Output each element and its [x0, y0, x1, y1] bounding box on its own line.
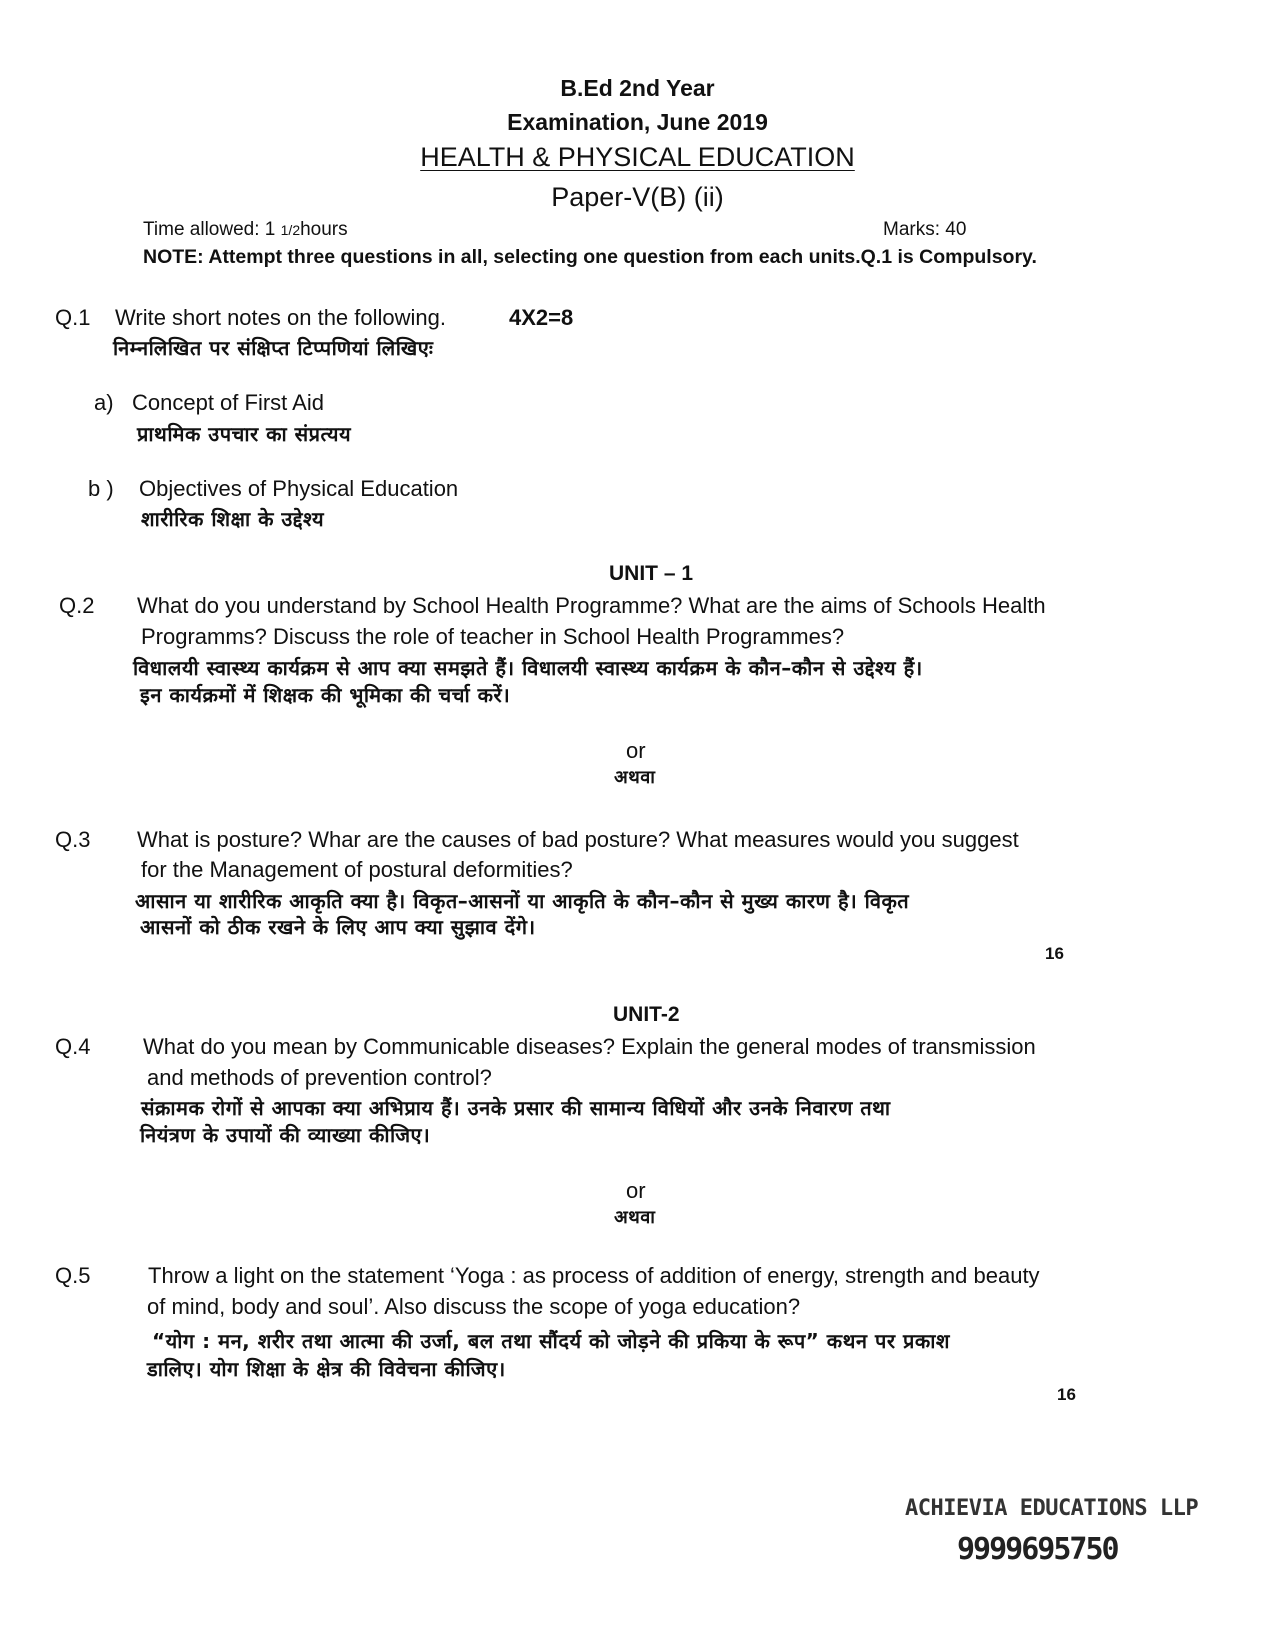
- max-marks: Marks: 40: [883, 219, 967, 240]
- q4-hindi-line1: संक्रामक रोगों से आपका क्या अभिप्राय हैं। उनके प्रसार की सामान्य विधियों और उनके निवारण तथा: [141, 1096, 891, 1120]
- q2-line2: Programms? Discuss the role of teacher in School Health Programmes?: [141, 624, 845, 649]
- q4-hindi-line2: नियंत्रण के उपायों की व्याख्या कीजिए।: [140, 1123, 431, 1147]
- q2-hindi-line1: विधालयी स्वास्थ्य कार्यक्रम से आप क्या समझते हैं। विधालयी स्वास्थ्य कार्यक्रम के कौन–कौन से उद्देश्य हैं।: [133, 656, 923, 680]
- q2-number: Q.2: [59, 593, 95, 618]
- subject-text: HEALTH & PHYSICAL EDUCATION: [420, 142, 855, 172]
- q5-number: Q.5: [55, 1263, 91, 1288]
- q3-line1: What is posture? Whar are the causes of bad posture? What measures would you suggest: [137, 827, 1019, 852]
- unit2-marks: 16: [1057, 1385, 1076, 1404]
- exam-title: Examination, June 2019: [507, 109, 768, 135]
- q1b-label: b ): [88, 476, 114, 501]
- unit1-title: UNIT – 1: [609, 562, 694, 585]
- q1-number: Q.1: [55, 305, 91, 330]
- time-allowed: [143, 219, 348, 241]
- q3-number: Q.3: [55, 827, 91, 852]
- q5-hindi-line1: “योग : मन, शरीर तथा आत्मा की उर्जा, बल तथा सौंदर्य को जोड़ने की प्रकिया के रूप” कथन पर प्रकाश: [152, 1329, 951, 1353]
- q1-hindi: निम्नलिखित पर संक्षिप्त टिप्पणियां लिखिएः: [113, 336, 434, 360]
- unit1-or: or: [626, 738, 646, 763]
- q1a-label: a): [94, 390, 114, 415]
- unit2-or-hindi: अथवा: [614, 1207, 656, 1228]
- q3-hindi-line2: आसनों को ठीक रखने के लिए आप क्या सुझाव देंगे।: [140, 915, 536, 939]
- unit2-title: UNIT-2: [613, 1003, 680, 1026]
- q1b-text: Objectives of Physical Education: [139, 476, 459, 501]
- unit1-or-hindi: अथवा: [614, 767, 656, 788]
- q4-line1: What do you mean by Communicable diseases? Explain the general modes of transmission: [143, 1034, 1036, 1059]
- q3-hindi-line1: आसान या शारीरिक आकृति क्या है। विकृत–आसनों या आकृति के कौन–कौन से मुख्य कारण है। विकृत: [135, 889, 910, 913]
- course-title: B.Ed 2nd Year: [560, 75, 715, 101]
- paper-title: Paper-V(B) (ii): [551, 182, 724, 212]
- footer-phone: 9999695750: [957, 1532, 1118, 1567]
- q1-text: Write short notes on the following.: [115, 305, 446, 330]
- unit1-marks: 16: [1045, 944, 1064, 963]
- q4-number: Q.4: [55, 1034, 91, 1059]
- footer-company: ACHIEVIA EDUCATIONS LLP: [905, 1496, 1199, 1521]
- q1a-hindi: प्राथमिक उपचार का संप्रत्यय: [137, 422, 352, 446]
- q2-hindi-line2: इन कार्यक्रमों में शिक्षक की भूमिका की चर्चा करें।: [140, 683, 511, 707]
- q5-hindi-line2: डालिए। योग शिक्षा के क्षेत्र की विवेचना कीजिए।: [147, 1357, 506, 1381]
- time-fraction: 1/2: [280, 222, 301, 238]
- time-unit: hours: [300, 219, 348, 240]
- q1b-hindi: शारीरिक शिक्षा के उद्देश्य: [141, 507, 325, 531]
- q5-line2: of mind, body and soul’. Also discuss the scope of yoga education?: [147, 1294, 801, 1319]
- q2-line1: What do you understand by School Health Programme? What are the aims of Schools Health: [137, 593, 1046, 618]
- subject-title: [0, 142, 1275, 173]
- q3-line2: for the Management of postural deformities?: [141, 857, 573, 882]
- instructions-note: NOTE: Attempt three questions in all, selecting one question from each units.Q.1 is Compulsory.: [143, 246, 1037, 268]
- q1a-text: Concept of First Aid: [132, 390, 324, 415]
- q4-line2: and methods of prevention control?: [147, 1065, 492, 1090]
- q5-line1: Throw a light on the statement ‘Yoga : as process of addition of energy, strength and beauty: [148, 1263, 1040, 1288]
- time-label: Time allowed: 1: [143, 219, 281, 240]
- unit2-or: or: [626, 1178, 646, 1203]
- q1-marks: 4X2=8: [509, 305, 574, 330]
